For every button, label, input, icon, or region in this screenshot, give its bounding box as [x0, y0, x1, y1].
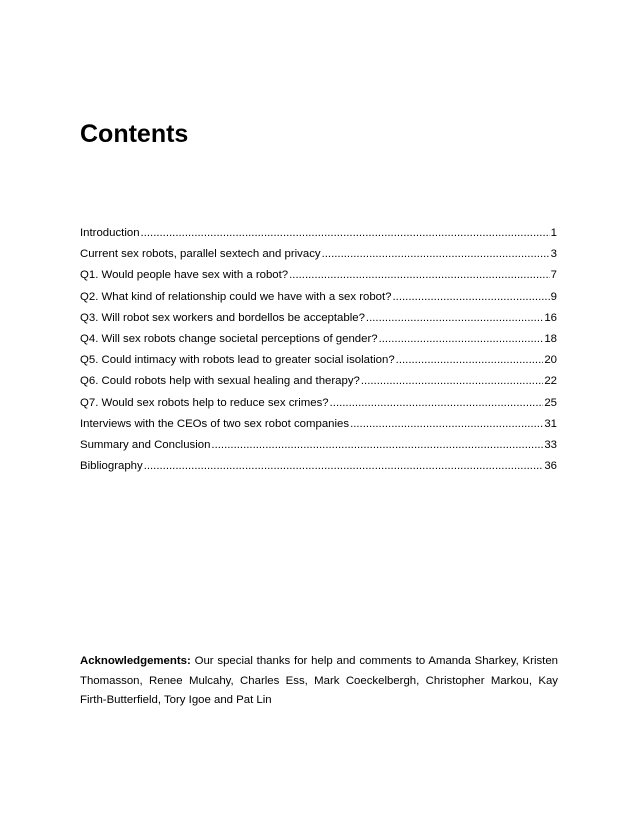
toc-entry-page: 25 [544, 396, 557, 409]
toc-entry-title: Summary and Conclusion [80, 438, 211, 451]
toc-entry [80, 374, 557, 395]
toc-leader-dots [379, 332, 544, 346]
toc-entry-page: 36 [544, 460, 557, 473]
toc-entry-page: 7 [550, 269, 557, 282]
toc-entry [80, 396, 557, 417]
toc-leader-dots [361, 374, 543, 388]
toc-leader-dots [350, 417, 543, 431]
toc-entry-title: Introduction [80, 227, 140, 239]
toc-entry [80, 332, 557, 353]
toc-entry [80, 226, 557, 247]
toc-entry [80, 311, 557, 332]
toc-entry-title: Q3. Will robot sex workers and bordellos be acceptable? [80, 311, 365, 324]
toc-entry [80, 417, 557, 438]
toc-entry-title: Interviews with the CEOs of two sex robot companies [80, 417, 350, 430]
toc-entry-page: 16 [544, 311, 557, 324]
toc-entry-page: 9 [550, 290, 557, 303]
toc-entry-title: Current sex robots, parallel sextech and privacy [80, 248, 321, 261]
acknowledgements-label: Acknowledgements: [80, 655, 191, 667]
toc-entry [80, 438, 557, 459]
toc-entry-page: 20 [544, 354, 557, 367]
toc-leader-dots [211, 438, 543, 452]
toc-entry-page: 18 [544, 332, 557, 345]
toc-leader-dots [289, 268, 550, 282]
toc-entry-title: Q2. What kind of relationship could we have with a sex robot? [80, 290, 392, 303]
toc-entry-title: Q5. Could intimacy with robots lead to greater social isolation? [80, 354, 395, 367]
toc-entry-title: Q4. Will sex robots change societal perceptions of gender? [80, 332, 378, 345]
toc-entry-title: Q7. Would sex robots help to reduce sex crimes? [80, 396, 329, 409]
toc-leader-dots [144, 459, 544, 473]
toc-entry [80, 290, 557, 311]
toc-entry-page: 3 [550, 248, 557, 261]
toc-entry [80, 353, 557, 374]
toc-entry [80, 459, 557, 480]
toc-entry-title: Q1. Would people have sex with a robot? [80, 269, 289, 282]
toc-leader-dots [322, 247, 550, 261]
toc-leader-dots [366, 311, 543, 325]
acknowledgements-paragraph [80, 652, 558, 711]
toc-leader-dots [396, 353, 544, 367]
page-title: Contents [80, 120, 189, 148]
table-of-contents [80, 226, 557, 480]
toc-leader-dots [330, 396, 544, 410]
acknowledgements-text: Our special thanks for help and comments to Amanda Sharkey, Kristen Thomasson, Renee Mulcahy, Charles Ess, Mark Coeckelbergh, Christopher Markou, Kay Firth-Butterfield, Tory Igoe and Pat Lin [80, 655, 559, 706]
toc-entry-page: 31 [544, 417, 557, 430]
toc-entry-page: 33 [544, 438, 557, 451]
toc-entry-page: 1 [550, 227, 557, 239]
toc-entry [80, 268, 557, 289]
toc-entry [80, 247, 557, 268]
toc-leader-dots [393, 290, 550, 304]
toc-entry-page: 22 [544, 375, 557, 388]
toc-leader-dots [141, 226, 550, 240]
toc-entry-title: Q6. Could robots help with sexual healing and therapy? [80, 375, 360, 388]
toc-entry-title: Bibliography [80, 460, 143, 473]
